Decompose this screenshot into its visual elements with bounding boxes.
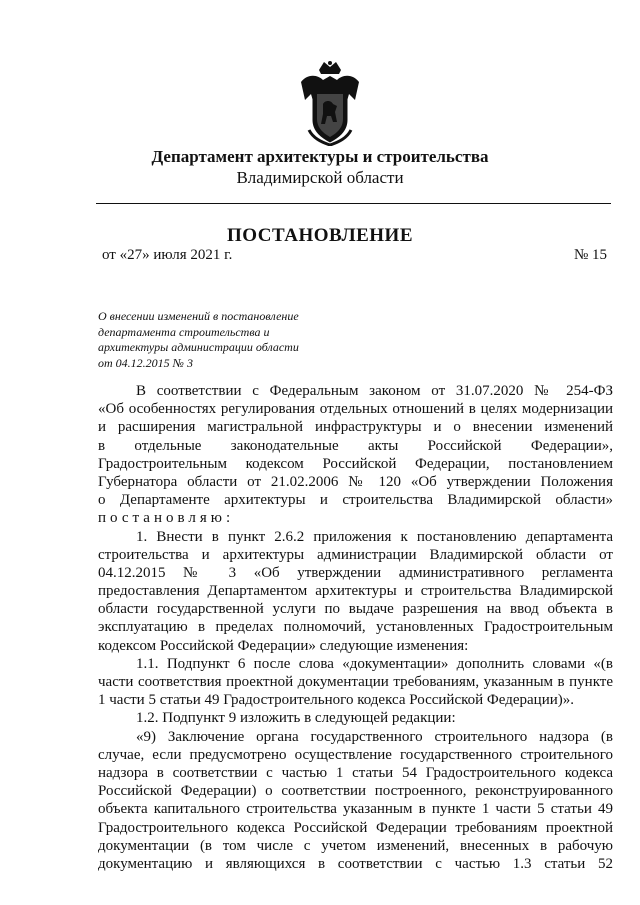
body-line: 1 части 5 статьи 49 Градостроительного кодекса Российской Федерации)». [98, 692, 574, 709]
body-line: документации (в том числе с учетом изменений, внесенных в рабочую [98, 837, 613, 854]
org-name-line1: Департамент архитектуры и строительства [151, 147, 489, 166]
body-line: Губернатора области от 21.02.2006 № 120 «Об утверждении Положения [98, 473, 613, 490]
subject-block [98, 309, 338, 371]
body-line: области государственной услуги по выдаче разрешения на ввод объекта в [98, 601, 613, 618]
body-line: и расширения магистральной инфраструктуры и о внесении изменений [98, 419, 613, 436]
body-line: 04.12.2015 № 3 «Об утверждении административного регламента [98, 564, 613, 581]
coat-of-arms-icon [297, 60, 363, 146]
body-line: в отдельные законодательные акты Российской Федерации», [98, 437, 613, 454]
document-number: № 15 [574, 247, 608, 263]
body-line: 1. Внести в пункт 2.6.2 приложения к постановлению департамента [136, 528, 613, 545]
body-line: Градостроительного кодекса Российской Федерации требованиям проектной [98, 819, 613, 836]
header-divider [96, 203, 611, 204]
org-name-line2: Владимирской области [236, 168, 404, 187]
body-line: предоставления Департаментом архитектуры и строительства Владимирской [98, 583, 613, 600]
body-line: кодексом Российской Федерации» следующие изменения: [98, 637, 469, 654]
body-line: Градостроительным кодексом Российской Федерации, постановлением [98, 455, 613, 472]
body-line: случае, если предусмотрено осуществление государственного строительного [98, 746, 613, 763]
document-body [98, 382, 613, 873]
body-line: Российской Федерации) о соответствии построенного, реконструированного [98, 783, 613, 800]
body-line: 1.1. Подпункт 6 после слова «документации» дополнить словами «(в [136, 655, 613, 672]
document-title: ПОСТАНОВЛЕНИЕ [226, 225, 414, 246]
subject-line: О внесении изменений в постановление [98, 309, 299, 323]
body-line: о Департаменте архитектуры и строительства Владимирской области» [98, 492, 613, 509]
body-line: строительства и архитектуры администрации Владимирской области от [98, 546, 613, 563]
body-line: документацию и являющихся в соответствии с частью 1.3 статьи 52 [98, 855, 613, 872]
body-line: 1.2. Подпункт 9 изложить в следующей редакции: [136, 710, 456, 727]
body-line: объекта капитального строительства указанным в пункте 1 части 5 статьи 49 [98, 801, 613, 818]
body-line: «Об особенностях регулирования отдельных отношений в целях модернизации [98, 401, 613, 418]
body-line: «9) Заключение органа государственного строительного надзора (в [136, 728, 613, 745]
document-date: от «27» июля 2021 г. [102, 247, 233, 263]
subject-line: департамента строительства и [98, 324, 270, 339]
body-line: постановляю: [98, 510, 235, 527]
subject-line: от 04.12.2015 № 3 [98, 355, 193, 370]
body-line: надзора в соответствии с частью 1 статьи 54 Градостроительного кодекса [98, 764, 613, 781]
body-line: В соответствии с Федеральным законом от 31.07.2020 № 254-ФЗ [136, 383, 613, 399]
body-line: эксплуатацию в пределах полномочий, установленных Градостроительным [98, 619, 613, 636]
subject-line: архитектуры администрации области [98, 340, 299, 354]
body-line: части соответствия проектной документации требованиям, указанным в пункте [98, 674, 613, 690]
